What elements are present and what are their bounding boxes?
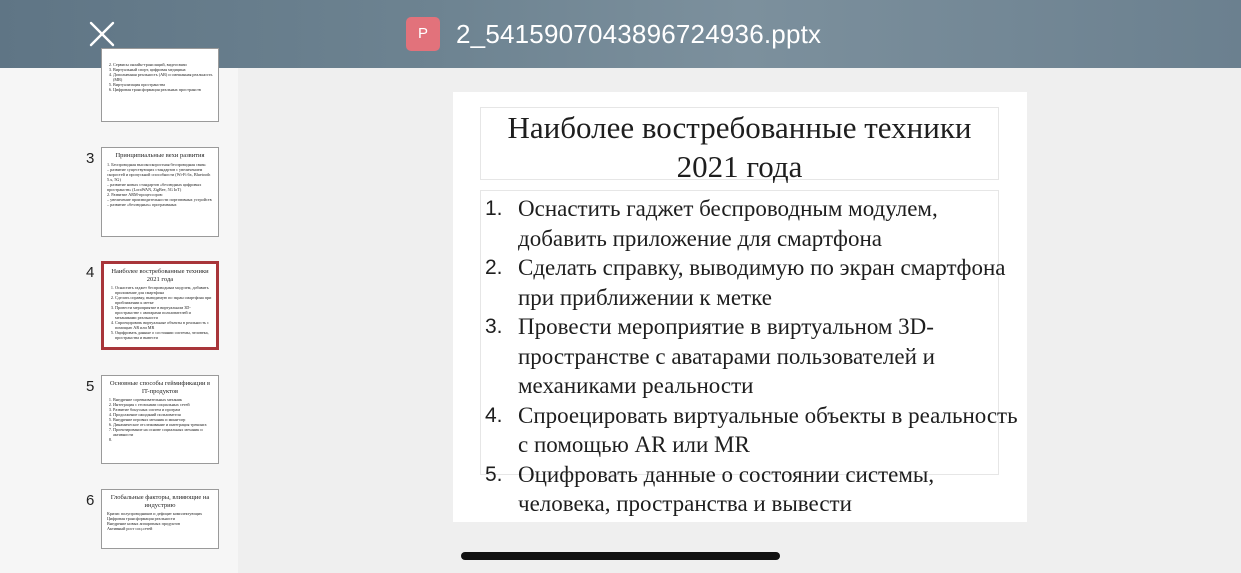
slide-title[interactable]: Наиболее востребованные техники 2021 года: [480, 107, 999, 180]
list-item-text: Провести мероприятие в виртуальном 3D-пространстве с аватарами пользователей и механиками реальности: [518, 314, 935, 398]
thumbnail-number: 5: [86, 378, 95, 395]
thumbnail-text: 2. Сделать справку, выводимую по экран смартфона при приближении к метке: [115, 295, 213, 305]
slide-list-item: [483, 253, 1028, 312]
thumbnail-text: Цифровая трансформация реальности: [107, 516, 175, 521]
list-item-text: Сделать справку, выводимую по экран смартфона при приближении к метке: [518, 255, 1006, 310]
close-icon: [84, 16, 120, 52]
thumbnail-text: 2. Сервисы онлайн-трансляций, видеосвязи: [113, 62, 215, 67]
thumbnail-text: 5. Внедрение игровых механик и мини-игр: [113, 417, 215, 422]
thumbnail-text: Кризис полупроводников и дефицит комплектующих: [107, 511, 203, 516]
thumbnail-text: 3. Развитие бонусных систем и програм: [113, 407, 215, 412]
slide-list-item: [483, 401, 1028, 460]
thumbnail-text: 5. Виртуализация пространства: [113, 82, 215, 87]
close-button[interactable]: [84, 16, 120, 52]
thumbnail-text: 4. Дополненная реальность (AR) и смешанная реальность (MR): [113, 72, 215, 82]
thumbnail-text: 4. Продолжение ожиданий пользователя: [113, 412, 215, 417]
thumbnail-image[interactable]: [101, 48, 219, 122]
thumbnail-text: 1. Оснастить гаджет беспроводным модулем, добавить приложение для смартфона: [115, 285, 213, 295]
slide-list-item: [483, 312, 1028, 401]
slide-thumbnail-sidebar[interactable]: [0, 62, 238, 573]
thumbnail-text: 6. Динамическое отслеживание и интеграция трекинга: [113, 422, 215, 427]
thumbnail-number: 4: [86, 264, 95, 281]
list-item-text: Оцифровать данные о состоянии системы, человека, пространства и вывести: [518, 461, 935, 516]
thumbnail-text: – развитие «безлюдных» программных: [107, 201, 177, 207]
thumbnail-text: 1. Внедрение соревновательных механик: [113, 397, 215, 402]
thumbnail-text: 4. Спроецировать виртуальные объекты в реальность с помощью AR или MR: [115, 320, 213, 330]
list-number: 2.: [485, 256, 503, 279]
slide-list-item: [483, 460, 1028, 519]
list-item-text: Спроецировать виртуальные объекты в реальность с помощью AR или MR: [518, 402, 1018, 457]
thumbnail-image[interactable]: [101, 375, 219, 464]
slide-canvas[interactable]: [453, 92, 1027, 522]
thumbnail-image-selected[interactable]: [101, 261, 219, 350]
thumbnail-image[interactable]: [101, 489, 219, 549]
powerpoint-file-icon: P: [406, 17, 440, 51]
file-name: 2_5415907043896724936.pptx: [456, 19, 822, 49]
list-number: 3.: [485, 315, 503, 338]
thumbnail-text: – развитие новых стандартов «безлюдных цифровых пространств» (LoraWAN, ZigBee, 5G IoT): [107, 181, 202, 192]
list-number: 1.: [485, 197, 503, 220]
thumbnail-title: Основные способы геймификации в IT-продуктов: [109, 380, 211, 395]
thumbnail-text: 1. Беспроводная высокоскоростная беспроводная связь:: [107, 161, 207, 167]
thumbnail-text: 7. Проектирование на основе социальных механик и активности: [113, 427, 215, 437]
thumbnail-text: 6. Цифровая трансформация реальных пространств: [113, 87, 215, 92]
thumbnail-text: Активный рост соц.сетей: [107, 526, 153, 531]
thumbnail-title: Глобальные факторы, влияющие на индустрию: [110, 494, 210, 509]
list-number: 5.: [485, 462, 503, 486]
slide-list-item: [483, 194, 1028, 253]
list-number: 4.: [485, 403, 503, 427]
thumbnail-text: 3. Виртуальный спорт, цифровая медицина: [113, 67, 215, 72]
thumbnail-number: 3: [86, 150, 95, 167]
thumbnail-text: 2. Интеграция с геозонами социальных сетей: [113, 402, 215, 407]
thumbnail-image[interactable]: [101, 147, 219, 237]
home-indicator[interactable]: [461, 552, 780, 560]
thumbnail-title: Наиболее востребованные техники 2021 года: [111, 268, 209, 283]
thumbnail-text: Внедрение новых аппаратных продуктов: [107, 521, 180, 526]
slide-bullet-list[interactable]: [483, 194, 1028, 519]
thumbnail-text: 5. Оцифровать данные о состоянии системы, человека, пространства и вывести: [115, 330, 213, 340]
thumbnail-text: – развитие существующих стандартов с увеличением скоростей и пропускной способности (Wi-Fi 6x, Bluetooth 5.x, 5G): [107, 166, 211, 182]
thumbnail-text: [113, 437, 215, 442]
list-item-text: Оснастить гаджет беспроводным модулем, добавить приложение для смартфона: [518, 196, 938, 251]
thumbnail-title: Принципиальные вехи развития: [115, 152, 205, 159]
thumbnail-text: 2. Развитие ARM-процессоров:: [107, 191, 163, 197]
thumbnail-text: – увеличение производительности портативных устройств: [107, 196, 212, 202]
thumbnail-number: 6: [86, 492, 95, 509]
thumbnail-text: 3. Провести мероприятие в виртуальном 3D-пространстве с аватарами пользователей и механиками реальности: [115, 305, 213, 320]
